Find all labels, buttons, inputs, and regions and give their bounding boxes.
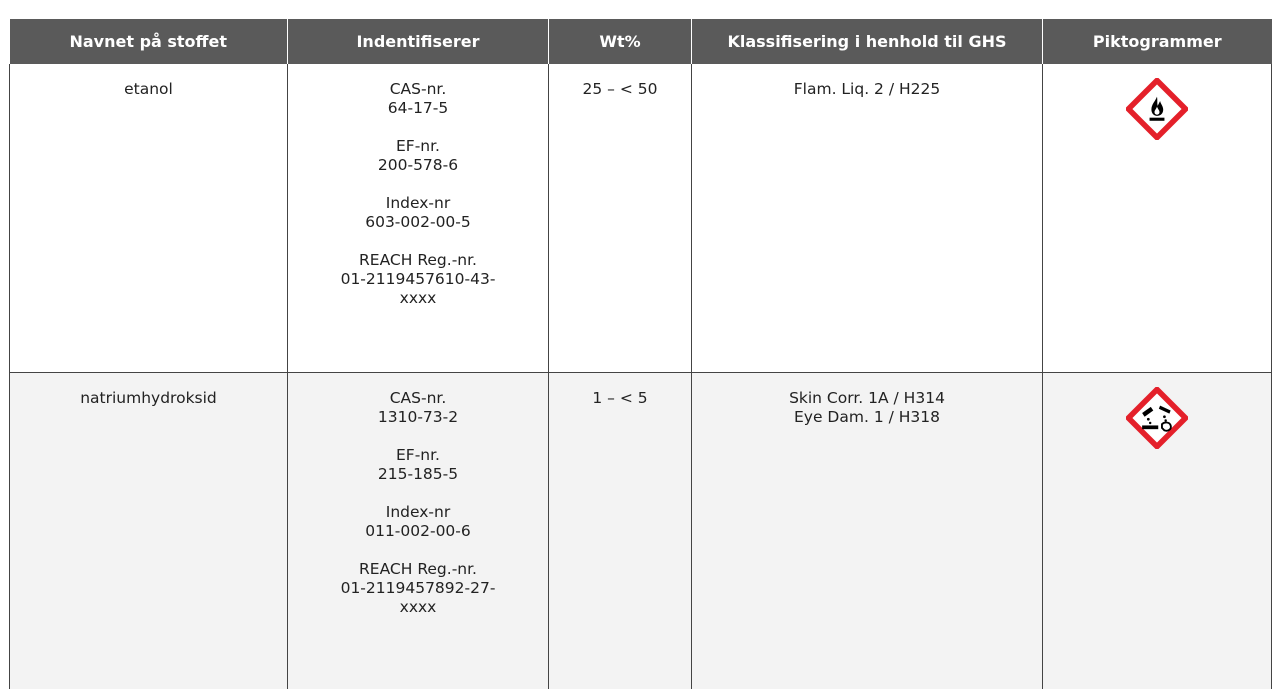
identifier-label: REACH Reg.-nr. (294, 560, 542, 579)
identifier-value-continued: xxxx (294, 289, 542, 308)
column-header-ghs-classification: Klassifisering i henhold til GHS (692, 19, 1043, 64)
ghs-classification (692, 64, 1043, 373)
weight-percent: 1 – < 5 (549, 373, 692, 689)
identifier-value: 200-578-6 (294, 156, 542, 175)
ec-number (294, 446, 542, 484)
identifier-value: 1310-73-2 (294, 408, 542, 427)
reach-registration-number (294, 251, 542, 308)
identifier-label: Index-nr (294, 194, 542, 213)
ghs-classification (692, 373, 1043, 689)
composition-table (9, 19, 1272, 689)
cas-number (294, 80, 542, 118)
cas-number (294, 389, 542, 427)
column-header-pictograms: Piktogrammer (1043, 19, 1272, 64)
ec-number (294, 137, 542, 175)
identifier-cell (288, 373, 549, 689)
table-header-row (10, 19, 1272, 64)
identifier-value: 011-002-00-6 (294, 522, 542, 541)
column-header-wt-percent: Wt% (549, 19, 692, 64)
identifier-value-continued: xxxx (294, 598, 542, 617)
classification-line: Skin Corr. 1A / H314 (698, 389, 1036, 408)
table-row (10, 64, 1272, 373)
column-header-identifier: Indentifiserer (288, 19, 549, 64)
identifier-label: EF-nr. (294, 137, 542, 156)
identifier-label: Index-nr (294, 503, 542, 522)
column-header-substance-name: Navnet på stoffet (10, 19, 288, 64)
identifier-label: EF-nr. (294, 446, 542, 465)
pictogram-cell (1043, 373, 1272, 689)
corrosion-icon (1126, 387, 1188, 449)
classification-line: Eye Dam. 1 / H318 (698, 408, 1036, 427)
identifier-value: 01-2119457610-43- (294, 270, 542, 289)
identifier-cell (288, 64, 549, 373)
identifier-label: CAS-nr. (294, 389, 542, 408)
flame-icon (1126, 78, 1188, 140)
identifier-label: REACH Reg.-nr. (294, 251, 542, 270)
table-row (10, 373, 1272, 689)
identifier-label: CAS-nr. (294, 80, 542, 99)
identifier-value: 64-17-5 (294, 99, 542, 118)
index-number (294, 194, 542, 232)
identifier-value: 215-185-5 (294, 465, 542, 484)
index-number (294, 503, 542, 541)
weight-percent: 25 – < 50 (549, 64, 692, 373)
substance-name: etanol (10, 64, 288, 373)
pictogram-cell (1043, 64, 1272, 373)
identifier-value: 603-002-00-5 (294, 213, 542, 232)
classification-line: Flam. Liq. 2 / H225 (698, 80, 1036, 99)
identifier-value: 01-2119457892-27- (294, 579, 542, 598)
reach-registration-number (294, 560, 542, 617)
substance-name: natriumhydroksid (10, 373, 288, 689)
